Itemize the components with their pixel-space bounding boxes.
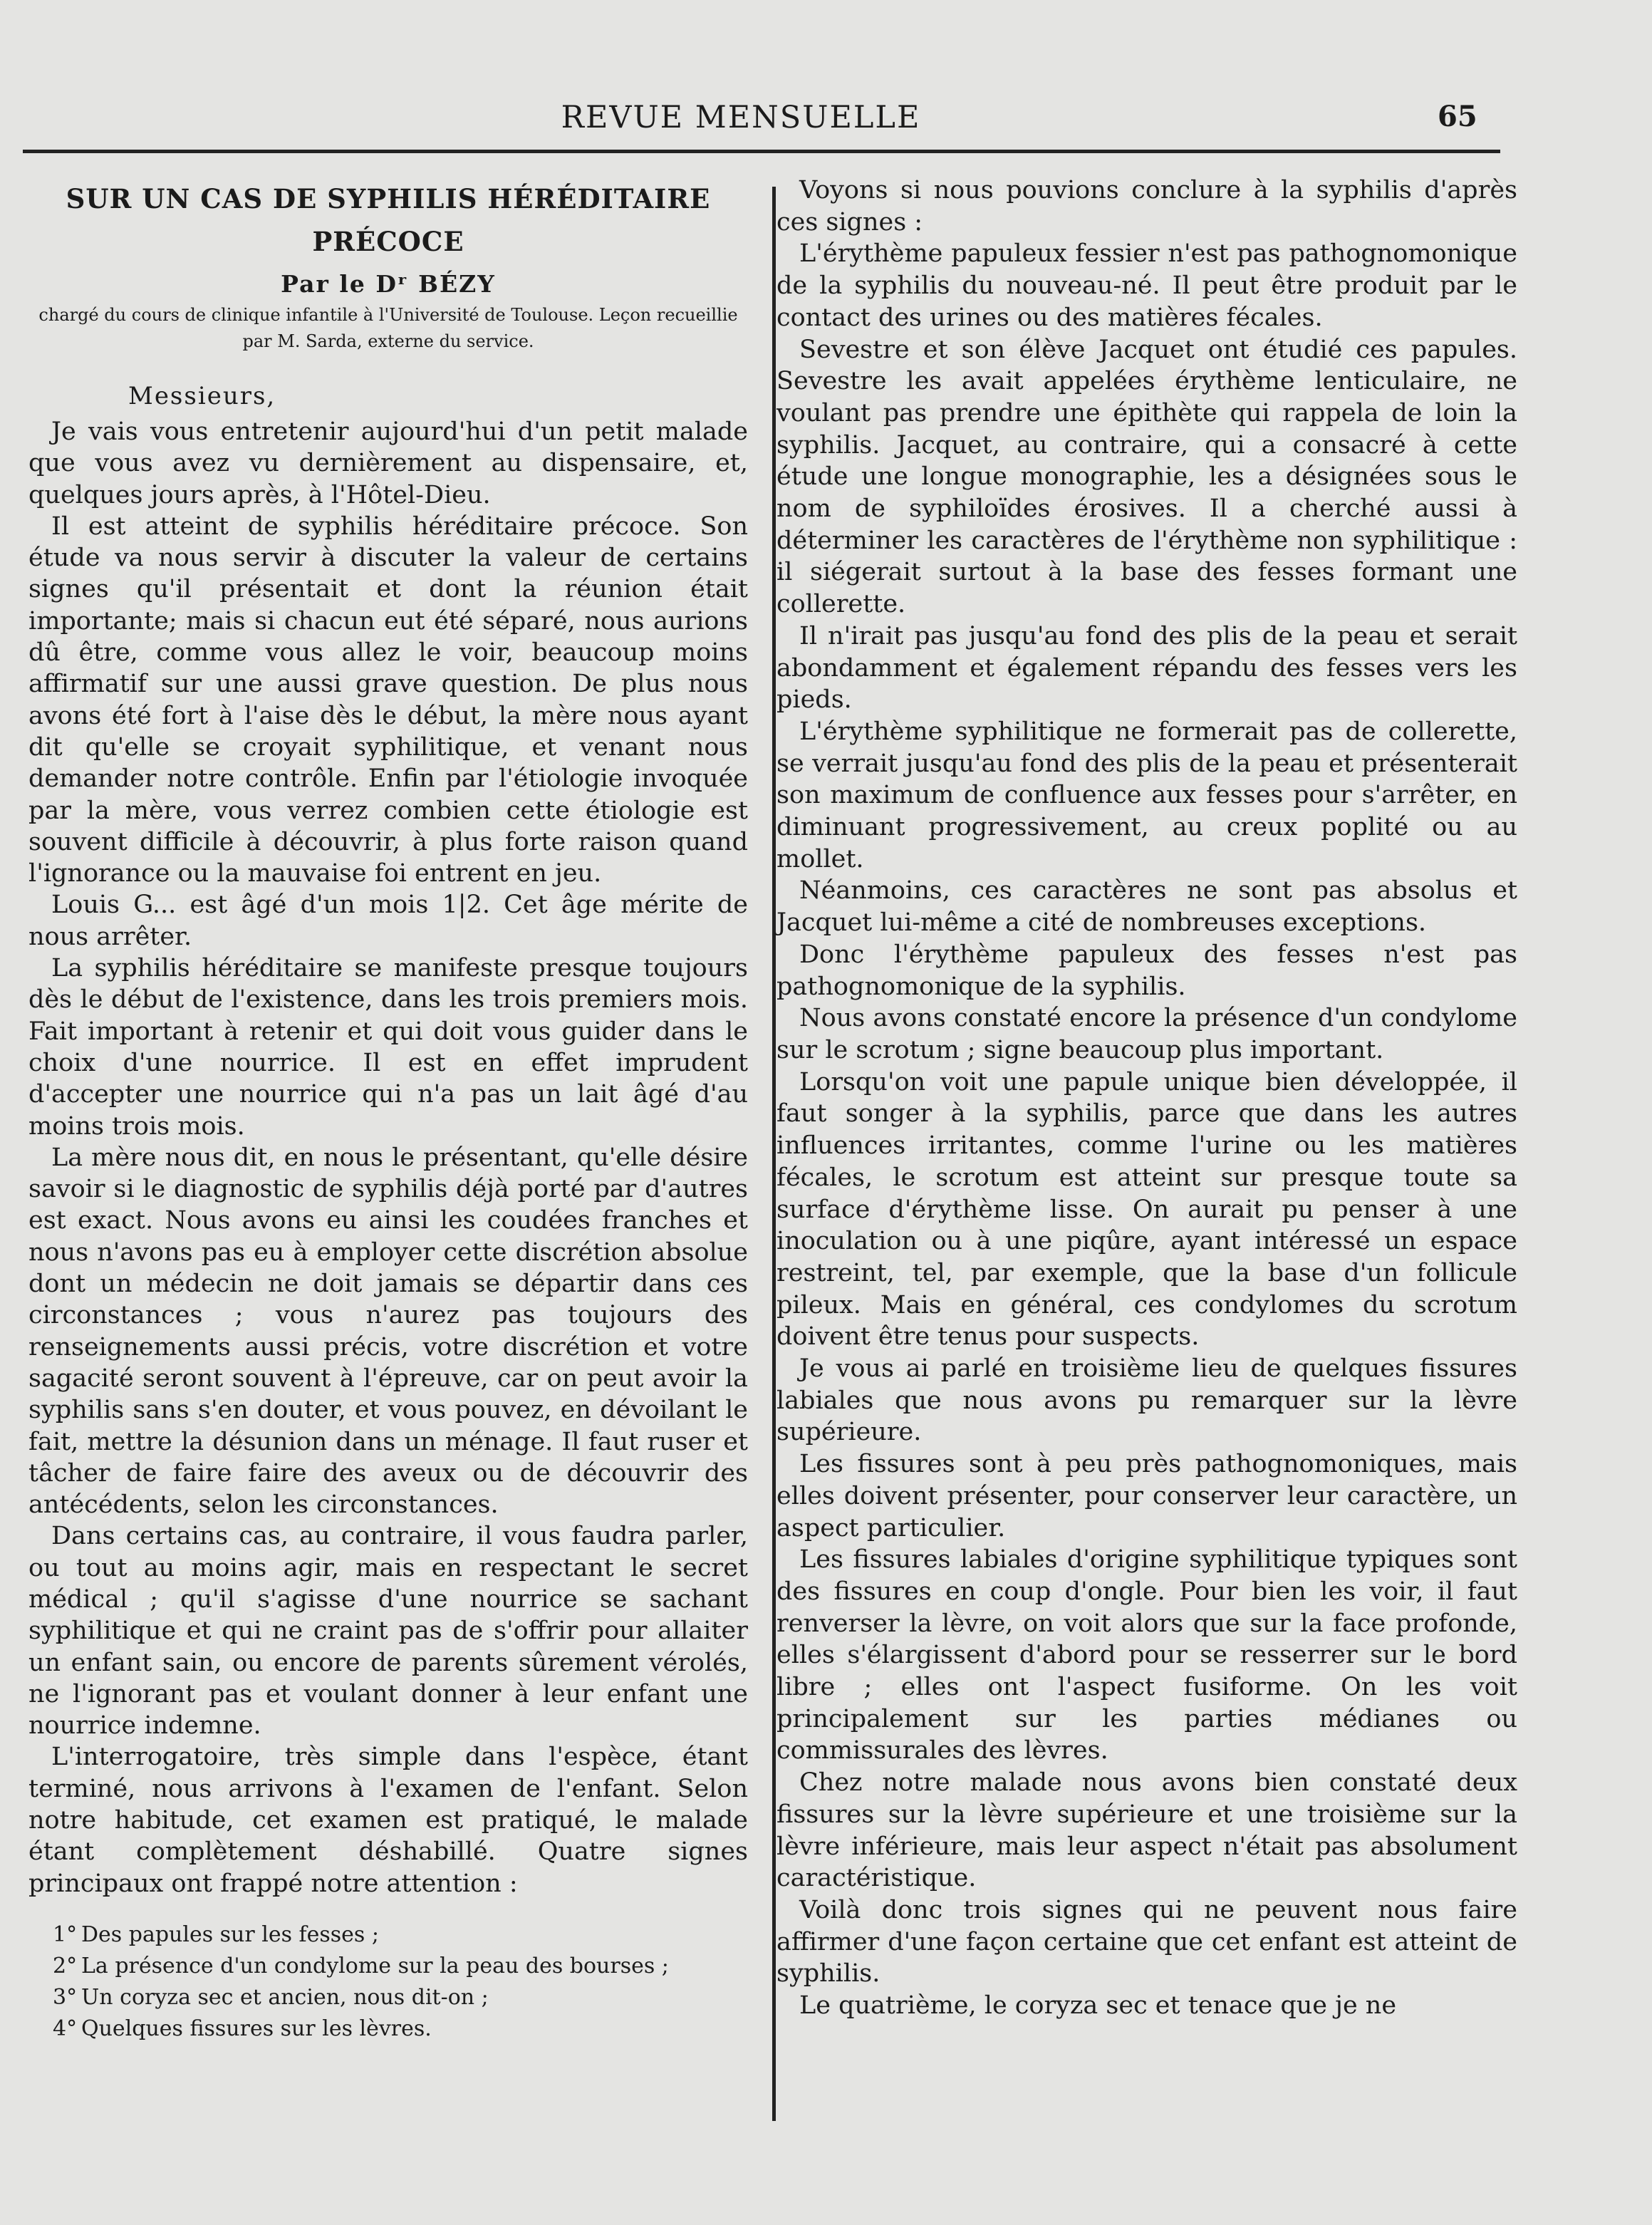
body-paragraph: L'érythème syphilitique ne formerait pas de collerette, se verrait jusqu'au fond des plis de la peau et présenterait son maximum de confluence aux fesses pour s'arrêter, en diminuant progressivement, au creux poplité ou au mollet. — [776, 717, 1517, 873]
body-paragraph: Dans certains cas, au contraire, il vous faudra parler, ou tout au moins agir, mais en respectant le secret médical ; qu'il s'agisse d'une nourrice se sachant syphilitique et qui ne craint pas de s'offrir pour allaiter un enfant sain, ou encore de parents sûrement vérolés, ne l'ignorant pas et voulant donner à leur enfant une nourrice indemne. — [28, 1522, 748, 1741]
body-paragraph: L'interrogatoire, très simple dans l'espèce, étant terminé, nous arrivons à l'examen de l'enfant. Selon notre habitude, cet examen est pratiqué, le malade étant complètement déshabillé. Quatre signes principaux ont frappé notre attention : — [28, 1743, 748, 1898]
body-paragraph: Chez notre malade nous avons bien constaté deux fissures sur la lèvre supérieure et une troisième sur la lèvre inférieure, mais leur aspect n'était pas absolument caractéristique. — [776, 1768, 1517, 1893]
salutation: Messieurs, — [128, 382, 276, 410]
body-paragraph: Je vous ai parlé en troisième lieu de quelques fissures labiales que nous avons pu remarquer sur la lèvre supérieure. — [776, 1354, 1517, 1447]
list-item-text: Quelques fissures sur les lèvres. — [81, 2016, 432, 2041]
body-paragraph: Voyons si nous pouvions conclure à la syphilis d'après ces signes : — [776, 176, 1517, 237]
article-title-line: SUR UN CAS DE SYPHILIS HÉRÉDITAIRE — [66, 183, 711, 214]
page-number: 65 — [1438, 100, 1477, 133]
list-item-number: 2° — [53, 1953, 78, 1978]
article-title — [50, 175, 727, 263]
list-item-number: 1° — [53, 1921, 78, 1947]
list-item-text: La présence d'un condylome sur la peau des bourses ; — [81, 1953, 669, 1978]
body-paragraph: Je vais vous entretenir aujourd'hui d'un petit malade que vous avez vu dernièrement au dispensaire, et, quelques jours après, à l'Hôtel-Dieu. — [28, 417, 748, 509]
body-paragraph: L'érythème papuleux fessier n'est pas pathognomonique de la syphilis du nouveau-né. Il peut être produit par le contact des urines ou des matières fécales. — [776, 239, 1517, 332]
column-divider — [772, 187, 776, 2121]
body-paragraph: Nous avons constaté encore la présence d'un condylome sur le scrotum ; signe beaucoup plus important. — [776, 1004, 1517, 1064]
list-item — [53, 1919, 748, 1951]
list-item-number: 3° — [53, 1984, 78, 2010]
article-title-line: PRÉCOCE — [312, 226, 464, 257]
signs-list — [53, 1919, 748, 2045]
author-byline: Par le Dʳ BÉZY — [281, 270, 496, 298]
body-paragraph: Lorsqu'on voit une papule unique bien développée, il faut songer à la syphilis, parce que dans les autres influences irritantes, comme l'urine ou les matières fécales, le scrotum est atteint sur presque toute sa surface d'érythème lisse. On aurait pu penser à une inoculation ou à une piqûre, ayant intéressé un espace restreint, tel, par exemple, que la base d'un follicule pileux. Mais en général, ces condylomes du scrotum doivent être tenus pour suspects. — [776, 1067, 1517, 1352]
body-paragraph: Le quatrième, le coryza sec et tenace que je ne — [799, 1991, 1397, 2021]
list-item — [53, 1951, 748, 1982]
body-paragraph: La syphilis héréditaire se manifeste presque toujours dès le début de l'existence, dans les trois premiers mois. Fait important à retenir et qui doit vous guider dans le choix d'une nourrice. Il est en effet imprudent d'accepter une nourrice qui n'a pas un lait âgé d'au moins trois mois. — [28, 954, 748, 1141]
left-column — [28, 175, 748, 2045]
body-paragraph: La mère nous dit, en nous le présentant, qu'elle désire savoir si le diagnostic de syphilis déjà porté par d'autres est exact. Nous avons eu ainsi les coudées franches et nous n'avons pas eu à employer cette discrétion absolue dont un médecin ne doit jamais se départir dans ces circonstances ; vous n'aurez pas toujours des renseignements aussi précis, votre discrétion et votre sagacité seront souvent à l'épreuve, car on peut avoir la syphilis sans s'en douter, et vous pouvez, en dévoilant le fait, mettre la désunion dans un ménage. Il faut ruser et tâcher de faire faire des aveux ou de découvrir des antécédents, selon les circonstances. — [28, 1143, 748, 1520]
body-paragraph: Voilà donc trois signes qui ne peuvent nous faire affirmer d'une façon certaine que cet enfant est atteint de syphilis. — [776, 1895, 1517, 1988]
header-rule — [23, 150, 1500, 153]
body-paragraph: Louis G... est âgé d'un mois 1|2. Cet âge mérite de nous arrêter. — [28, 891, 748, 951]
body-paragraph: Néanmoins, ces caractères ne sont pas absolus et Jacquet lui-même a cité de nombreuses exceptions. — [776, 876, 1517, 938]
body-paragraph: Sevestre et son élève Jacquet ont étudié ces papules. Sevestre les avait appelées érythème lenticulaire, ne voulant pas prendre une épithète qui rappela de loin la syphilis. Jacquet, au contraire, qui a consacré à cette étude une longue monographie, les a désignées sous le nom de syphiloïdes érosives. Il a cherché aussi à déterminer les caractères de l'érythème non syphilitique : il siégerait surtout à la base des fesses formant une collerette. — [776, 335, 1517, 619]
list-item-number: 4° — [53, 2016, 78, 2041]
list-item — [53, 1982, 748, 2013]
list-item-text: Un coryza sec et ancien, nous dit-on ; — [81, 1984, 489, 2010]
list-item — [53, 2013, 748, 2045]
author-affiliation: chargé du cours de clinique infantile à l'Université de Toulouse. Leçon recueillie par M. Sarda, externe du service. — [38, 305, 738, 351]
right-column — [776, 175, 1517, 2022]
journal-title: REVUE MENSUELLE — [561, 100, 921, 135]
body-paragraph: Il est atteint de syphilis héréditaire précoce. Son étude va nous servir à discuter la valeur de certains signes qu'il présentait et dont la réunion était importante; mais si chacun eut été séparé, nous aurions dû être, comme vous allez le voir, beaucoup moins affirmatif sur une aussi grave question. De plus nous avons été fort à l'aise dès le début, la mère nous ayant dit qu'elle se croyait syphilitique, et venant nous demander notre contrôle. Enfin par l'étiologie invoquée par la mère, vous verrez combien cette étiologie est souvent difficile à découvrir, à plus forte raison quand l'ignorance ou la mauvaise foi entrent en jeu. — [28, 512, 748, 888]
body-paragraph: Donc l'érythème papuleux des fesses n'est pas pathognomonique de la syphilis. — [776, 940, 1517, 1001]
running-head — [0, 84, 1652, 141]
list-item-text: Des papules sur les fesses ; — [81, 1921, 379, 1947]
body-paragraph: Les fissures labiales d'origine syphilitique typiques sont des fissures en coup d'ongle. Pour bien les voir, il faut renverser la lèvre, on voit alors que sur la face profonde, elles s'élargissent d'abord pour se resserrer sur le bord libre ; elles ont l'aspect fusiforme. On les voit principalement sur les parties médianes ou commissurales des lèvres. — [776, 1545, 1517, 1765]
body-paragraph: Il n'irait pas jusqu'au fond des plis de la peau et serait abondamment et également répandu des fesses vers les pieds. — [776, 621, 1517, 715]
body-paragraph: Les fissures sont à peu près pathognomoniques, mais elles doivent présenter, pour conserver leur caractère, un aspect particulier. — [776, 1450, 1517, 1542]
